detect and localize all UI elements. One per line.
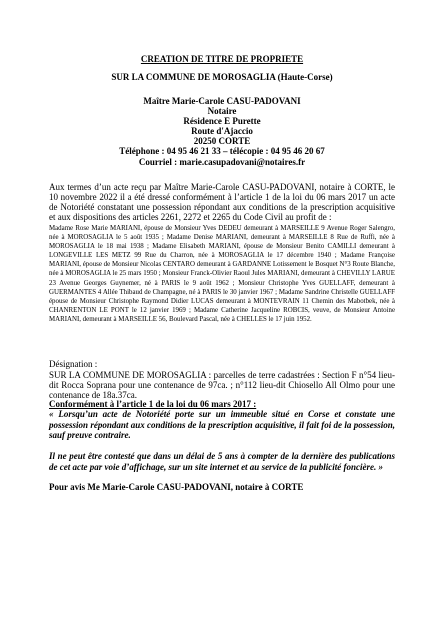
designation-text: SUR LA COMMUNE DE MOROSAGLIA : parcelles de terre cadastrées : Section F n°54 lieu-dit Rocca Soprana pour une contenance de 97ca. ; n°112 lieu-dit Chiosello All Olmo pour une contenance de 18a.37ca. <box>49 370 395 400</box>
notary-phones: Téléphone : 04 95 46 21 33 – télécopie : 04 95 46 20 67 <box>119 146 325 156</box>
conformity-title: Conformément à l’article 1 de la loi du 06 mars 2017 : <box>49 399 257 409</box>
notary-email: Courriel : marie.casupadovani@notaires.fr <box>138 157 306 167</box>
notary-name: Maître Marie-Carole CASU-PADOVANI <box>143 96 301 106</box>
notary-residence: Résidence E Purette <box>183 116 261 126</box>
designation-label: Désignation : <box>49 359 98 369</box>
notice-title: CREATION DE TITRE DE PROPRIETE <box>140 54 304 64</box>
intro-paragraph: Aux termes d’un acte reçu par Maître Marie-Carole CASU-PADOVANI, notaire à CORTE, le 10 novembre 2022 il a été dressé conformément à l’article 1 de la loi du 06 mars 2017 un acte de Notoriété constatant une possession répondant aux conditions de la prescription acquisitive et aux dispositions des articles 2261, 2272 et 2265 du Code Civil au profit de : <box>49 182 395 222</box>
notary-city: 20250 CORTE <box>193 136 251 146</box>
commune-line: SUR LA COMMUNE DE MOROSAGLIA (Haute-Corse) <box>111 72 333 82</box>
notary-street: Route d'Ajaccio <box>191 126 253 136</box>
notary-role: Notaire <box>207 106 237 116</box>
beneficiaries-paragraph: Madame Rose Marie MARIANI, épouse de Monsieur Yves DEDEU demeurant à MARSEILLE 9 Avenue Roger Salengro, née à MOROSAGLIA le 5 août 1935 ; Madame Denise MARIANI, demeurant à MARSEILLE 8 Rue de Ruffi, née à MOROSAGLIA le 18 mai 1938 ; Madame Elisabeth MARIANI, épouse de Monsieur Benito CAMILLI demeurant à LONGEVILLE LES METZ 99 Rue du Charron, née à MOROSAGLIA le 17 décembre 1940 ; Madame Françoise MARIANI, épouse de Monsieur Nicolas CENTARO demeurant à GARDANNE Lotissement le Bosquet N°3 Route Blanche, née à MOROSAGLIA le 25 mars 1950 ; Monsieur Franck-Olivier Raoul Jules MARIANI, demeurant à CHEVILLY LARUE 23 Avenue Georges Guynemer, né à PARIS le 9 août 1962 ; Monsieur Christophe Yves GUELLAFF, demeurant à GUERMANTES 4 Allée Thibaud de Champagne, né à PARIS le 30 janvier 1967 ; Madame Sandrine Christelle GUELLAFF épouse de Monsieur Christophe Raymond Didier LUCAS demeurant à MONTEVRAIN 11 Chemin des Mabotbek, née à CHANRENTON LE PONT le 12 janvier 1969 ; Madame Catherine Jacqueline ROBCIS, veuve, de Monsieur Antoine MARIANI, demeurant à MARSEILLE 56, Boulevard Pascal, née à CHELLES le 17 juin 1952. <box>49 225 395 323</box>
quote-paragraph-2: Il ne peut être contesté que dans un délai de 5 ans à compter de la dernière des publications de cet acte par voie d’affichage, sur un site internet et au service de la publicité foncière. » <box>49 451 395 472</box>
pour-avis-signature: Pour avis Me Marie-Carole CASU-PADOVANI, notaire à CORTE <box>49 482 304 492</box>
quote-paragraph-1: « Lorsqu’un acte de Notoriété porte sur un immeuble situé en Corse et constate une possession répondant aux conditions de la prescription acquisitive, il fait foi de la possession, sauf preuve contraire. <box>49 409 395 441</box>
